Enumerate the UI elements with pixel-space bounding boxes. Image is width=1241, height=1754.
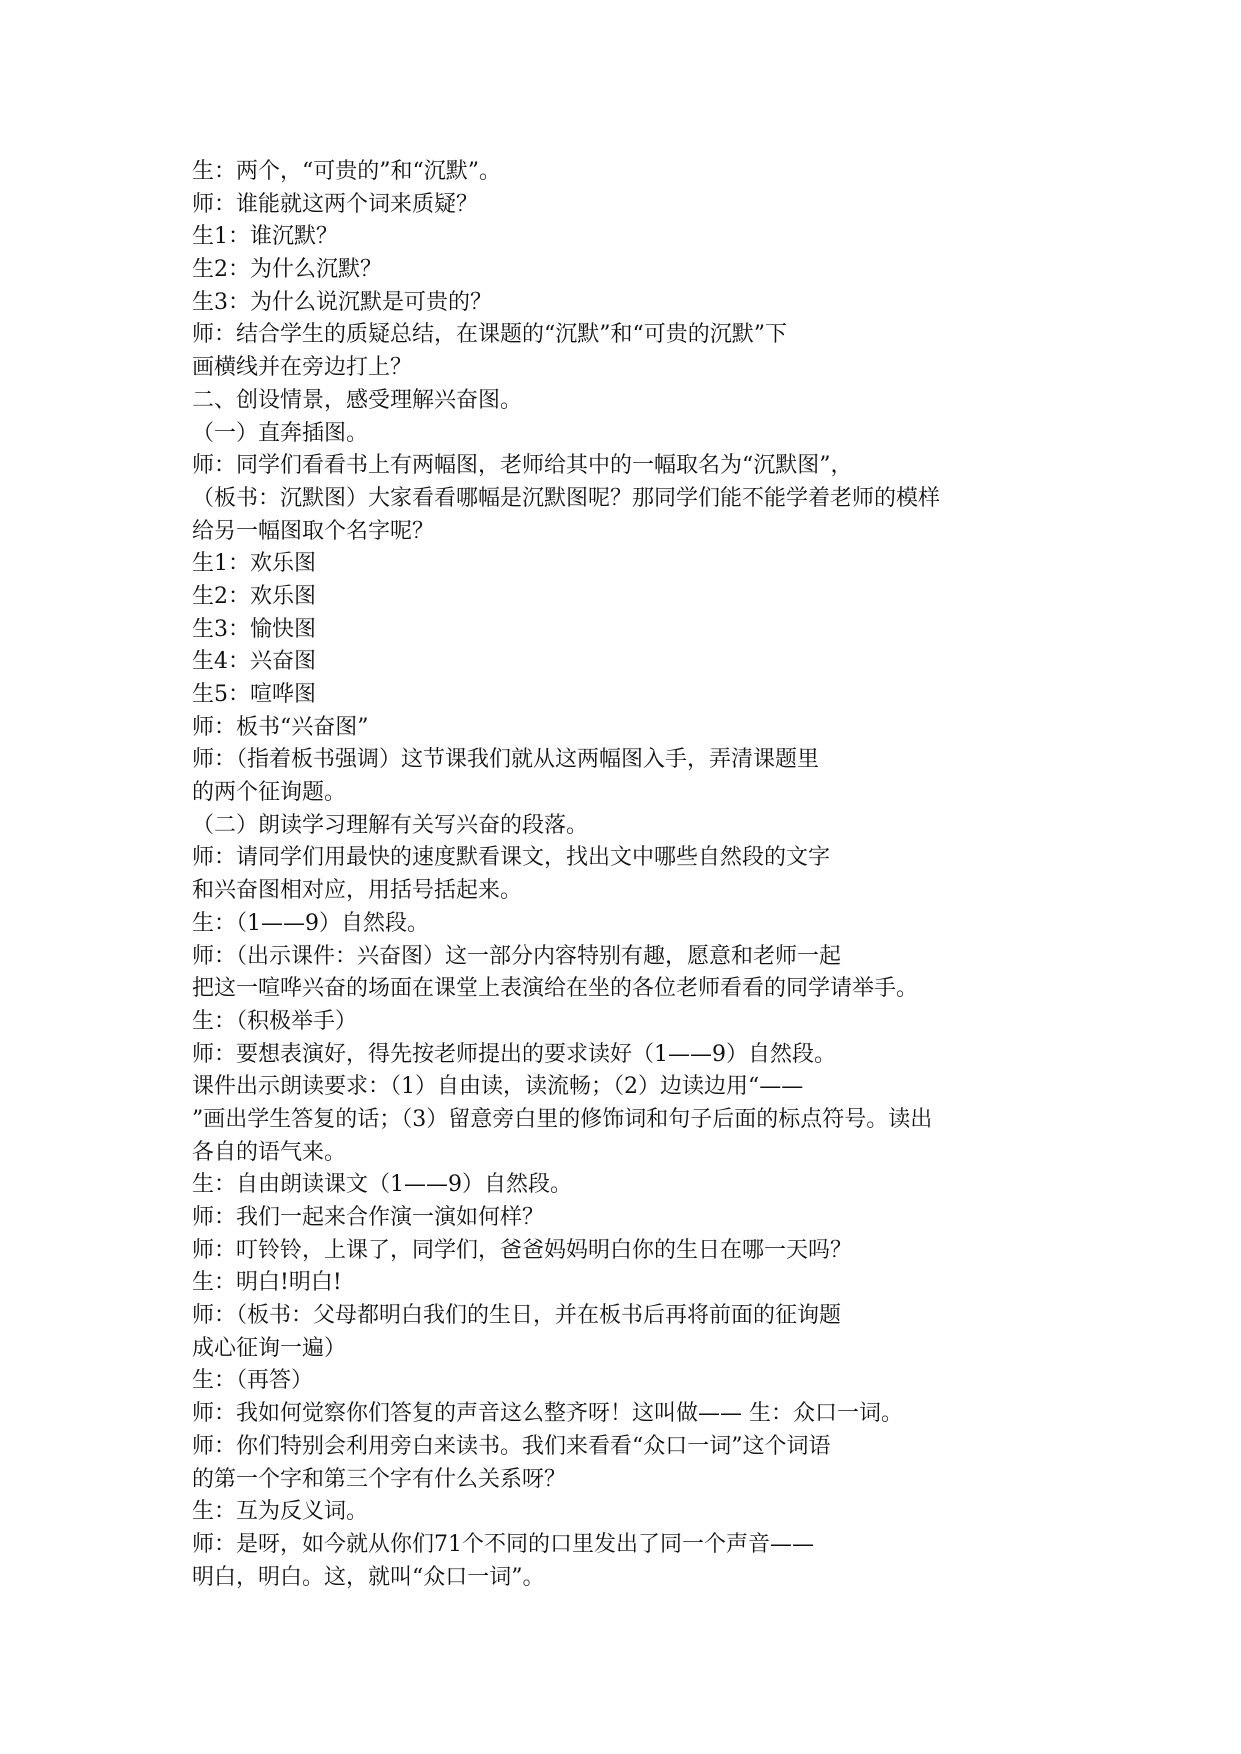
- text-line: 生：（积极举手）: [192, 1008, 358, 1034]
- text-line: 的第一个字和第三个字有什么关系呀？: [192, 1466, 567, 1492]
- text-line: 师：我们一起来合作演一演如何样？: [192, 1205, 545, 1230]
- text-line: 把这一喧哗兴奋的场面在课堂上表演给在坐的各位老师看看的同学请举手。: [192, 976, 919, 1002]
- text-line: 师：你们特别会利用旁白来读书。我们来看看“众口一词”这个词语: [192, 1433, 831, 1459]
- text-line: 生2：为什么沉默？: [192, 257, 382, 283]
- text-line: 画横线并在旁边打上？: [192, 355, 413, 381]
- text-line: 师：请同学们用最快的速度默看课文，找出文中哪些自然段的文字: [192, 845, 831, 871]
- text-line: 师：（板书：父母都明白我们的生日，并在板书后再将前面的征询题: [192, 1303, 842, 1329]
- text-line: 给另一幅图取个名字呢？: [192, 518, 435, 544]
- text-line: 师：谁能就这两个词来质疑？: [192, 191, 479, 217]
- text-line: 生1：欢乐图: [192, 551, 316, 577]
- text-line: 课件出示朗读要求：（1）自由读，读流畅；（2）边读边用“——: [192, 1074, 804, 1100]
- text-line: 师：要想表演好，得先按老师提出的要求读好（1——9）自然段。: [192, 1041, 836, 1067]
- text-line: 生：互为反义词。: [192, 1499, 369, 1525]
- text-line: 明白，明白。这，就叫“众口一词”。: [192, 1564, 545, 1590]
- text-line: 生5：喧哗图: [192, 682, 316, 707]
- text-line: 的两个征询题。: [192, 780, 347, 806]
- text-line: 师：（指着板书强调）这节课我们就从这两幅图入手，弄清课题里: [192, 747, 820, 773]
- text-line: 师：（出示课件：兴奋图）这一部分内容特别有趣，愿意和老师一起: [192, 943, 842, 969]
- document-body: [192, 156, 1092, 1594]
- text-line: 生：自由朗读课文（1——9）自然段。: [192, 1172, 572, 1198]
- text-line: 和兴奋图相对应，用括号括起来。: [192, 878, 523, 904]
- text-line: 各自的语气来。: [192, 1139, 347, 1165]
- text-line: 生3：愉快图: [192, 616, 316, 642]
- text-line: 生：（1——9）自然段。: [192, 910, 429, 936]
- text-line: 生1：谁沉默？: [192, 224, 338, 250]
- subsection-heading: （一）直奔插图。: [192, 420, 369, 446]
- text-line: 师：结合学生的质疑总结，在课题的“沉默”和“可贵的沉默”下: [192, 322, 787, 348]
- text-line: 师：我如何觉察你们答复的声音这么整齐呀！这叫做—— 生：众口一词。: [192, 1401, 903, 1427]
- text-line: 生4：兴奋图: [192, 649, 316, 675]
- text-line: 生：（再答）: [192, 1368, 314, 1394]
- text-line: 成心征询一遍）: [192, 1335, 347, 1361]
- text-line: （板书：沉默图）大家看看哪幅是沉默图呢？那同学们能不能学着老师的模样: [192, 485, 941, 511]
- text-line: 师：是呀，如今就从你们71个不同的口里发出了同一个声音——: [192, 1531, 814, 1557]
- text-line: 生3：为什么说沉默是可贵的？: [192, 289, 492, 315]
- text-line: 生：明白!明白!: [192, 1270, 342, 1296]
- text-line: 生：两个，“可贵的”和“沉默”。: [192, 159, 501, 184]
- subsection-heading: （二）朗读学习理解有关写兴奋的段落。: [192, 812, 589, 838]
- text-line: 生2：欢乐图: [192, 583, 316, 609]
- text-line: 师：叮铃铃，上课了，同学们，爸爸妈妈明白你的生日在哪一天吗？: [192, 1237, 853, 1263]
- section-heading: 二、创设情景，感受理解兴奋图。: [192, 387, 523, 413]
- text-line: 师：同学们看看书上有两幅图，老师给其中的一幅取名为“沉默图”，: [192, 453, 853, 479]
- text-line: ”画出学生答复的话；（3）留意旁白里的修饰词和句子后面的标点符号。读出: [192, 1106, 933, 1132]
- text-line: 师：板书“兴奋图”: [192, 714, 369, 740]
